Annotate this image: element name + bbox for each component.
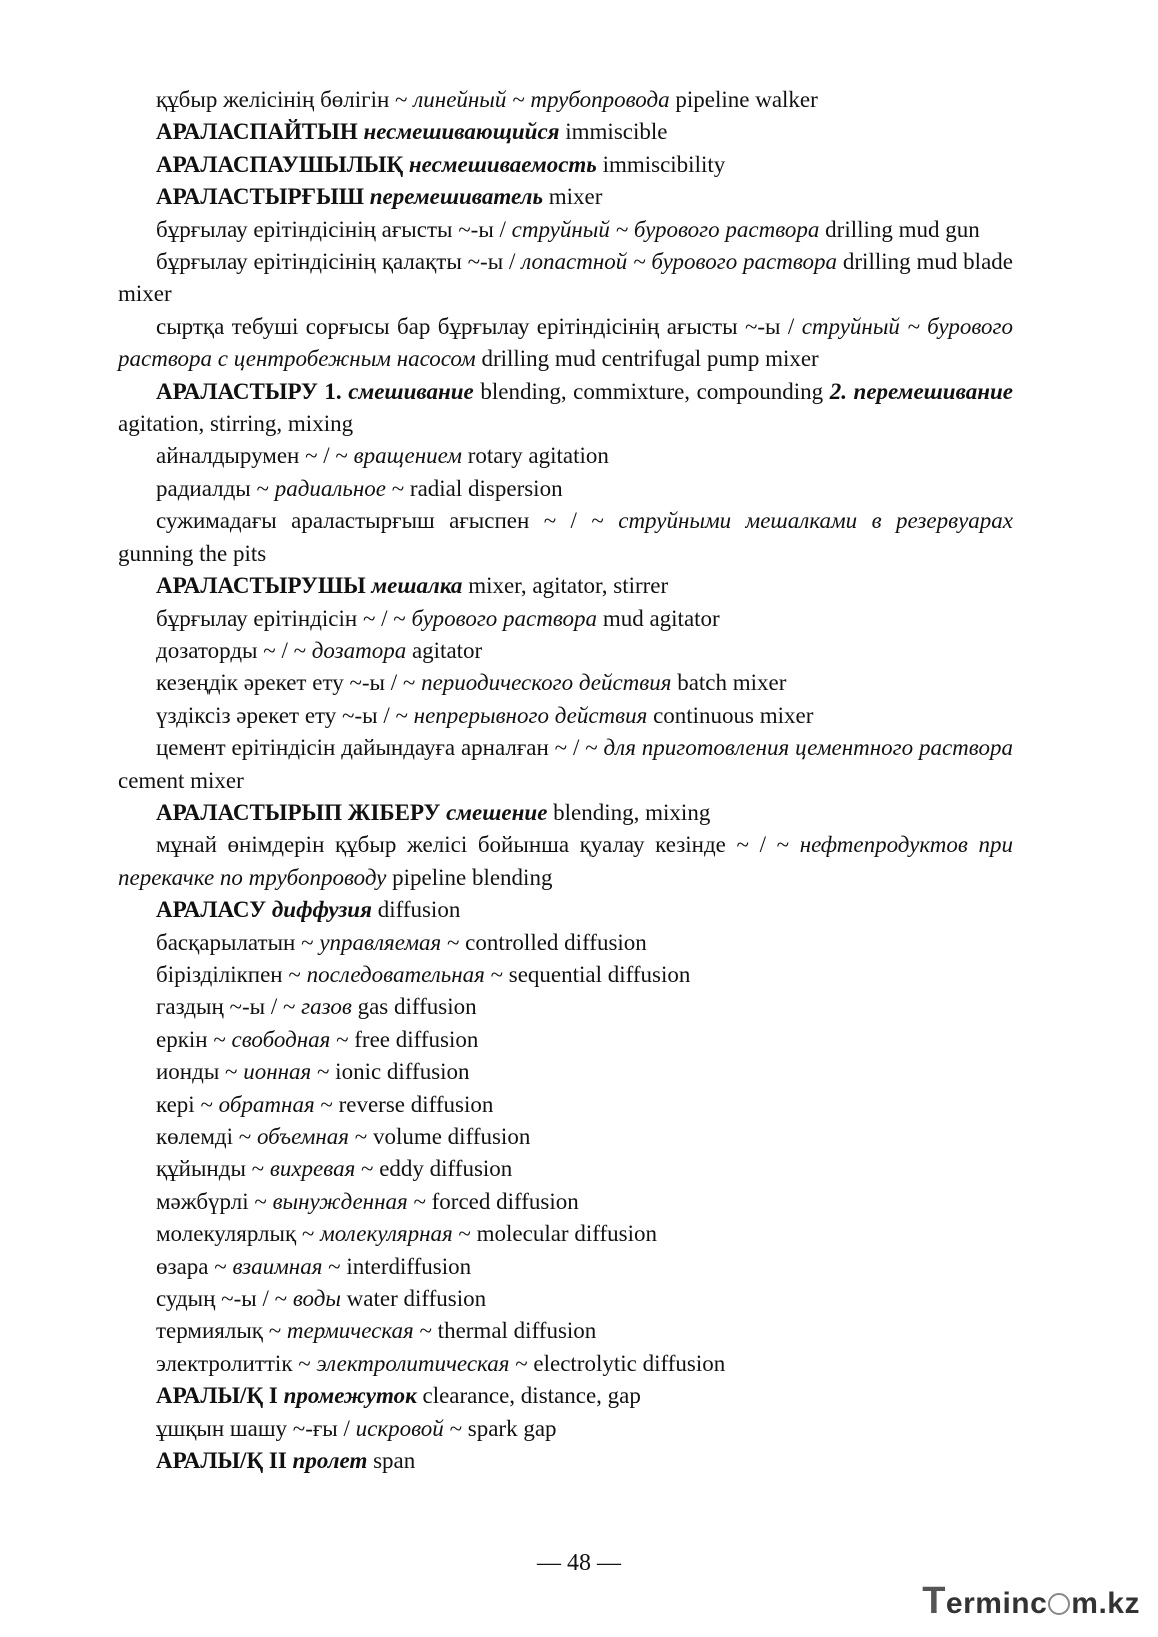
entry-text: drilling mud gun [819, 216, 980, 242]
dictionary-entry [118, 1121, 1013, 1153]
russian-term: линейный ~ трубопровода [413, 87, 670, 112]
entry-text: span [367, 1448, 416, 1474]
dictionary-entry [118, 991, 1013, 1023]
dictionary-entry [118, 116, 1013, 148]
russian-term: искровой [355, 1415, 444, 1441]
dictionary-entry [118, 473, 1013, 505]
entry-text: ~ forced diffusion [407, 1188, 579, 1214]
entry-text: өзара ~ [156, 1253, 233, 1279]
entry-text: ~ eddy diffusion [355, 1156, 513, 1182]
dictionary-entry [118, 1348, 1013, 1380]
watermark-text-part2: m.kz [1071, 1587, 1140, 1620]
entry-text: gas diffusion [351, 994, 477, 1020]
watermark-text-part1: erminc [945, 1587, 1048, 1620]
russian-term: непрерывного действия [413, 702, 648, 728]
entry-text: agitation, stirring, mixing [118, 411, 354, 437]
entry-text: ~ sequential diffusion [484, 961, 691, 987]
entry-text: газдың ~-ы / ~ [156, 994, 302, 1020]
entry-text: clearance, distance, gap [416, 1383, 641, 1409]
russian-term: радиальное [274, 475, 386, 501]
entry-text: pipeline blending [386, 864, 553, 890]
entry-text: ұшқын шашу ~-ғы / [156, 1415, 356, 1441]
headword-translation: смешение [446, 799, 548, 825]
russian-term: молекулярная [320, 1221, 453, 1247]
headword: АРАЛЫ/Қ II [156, 1448, 293, 1474]
entry-text: ~ reverse diffusion [314, 1091, 494, 1117]
russian-term: нефтепродуктов при перекачке по трубопроводу [118, 832, 1013, 890]
entry-text: mixer [542, 184, 603, 210]
entry-text: ионды ~ [156, 1059, 244, 1085]
dictionary-entry [118, 149, 1013, 181]
russian-term: ионная [243, 1059, 312, 1085]
dictionary-entry [118, 214, 1013, 246]
watermark-o-circle-icon [1048, 1593, 1070, 1615]
entry-text: ~ molecular diffusion [452, 1221, 657, 1247]
dictionary-entry [118, 1251, 1013, 1283]
headword-translation: смешивание [348, 378, 474, 404]
entry-text: mud agitator [597, 605, 720, 631]
russian-term: вынужденная [272, 1188, 408, 1214]
entry-text: ~ electrolytic diffusion [509, 1350, 726, 1376]
dictionary-entry [118, 1380, 1013, 1412]
russian-term: электролитическая [316, 1350, 510, 1376]
entry-text: бірізділікпен ~ [156, 961, 307, 987]
entry-text: молекулярлық ~ [156, 1221, 321, 1247]
entry-text: мұнай өнімдерін құбыр желісі бойынша қуалау кезінде ~ / ~ [156, 832, 800, 858]
entry-text: сужимадағы араластырғыш ағыспен ~ / ~ [156, 508, 619, 534]
dictionary-entry [118, 959, 1013, 991]
entry-text: drilling mud blade mixer [118, 249, 1013, 307]
russian-term: лопастной ~ бурового раствора [521, 249, 838, 275]
russian-term: воды [292, 1286, 341, 1312]
dictionary-entry [118, 829, 1013, 894]
entry-text: сыртқа тебуші сорғысы бар бұрғылау ерітіндісінің ағысты ~-ы / [156, 313, 802, 339]
entry-text: blending, commixture, compounding [473, 378, 830, 404]
entry-text: дозаторды ~ / ~ [156, 637, 312, 663]
entry-text: ~ interdiffusion [322, 1253, 472, 1279]
entry-text: радиалды ~ [156, 475, 275, 501]
entry-text: water diffusion [340, 1286, 487, 1312]
headword-translation: 2. перемешивание [829, 378, 1013, 404]
entry-text: бұрғылау ерітіндісін ~ / ~ [156, 605, 412, 631]
entry-text: blending, mixing [547, 799, 711, 825]
entry-text: agitator [406, 637, 483, 663]
entry-text: айналдырумен ~ / ~ [156, 443, 354, 469]
dictionary-entry [118, 246, 1013, 311]
headword: АРАЛАСТЫРУШЫ [156, 573, 372, 599]
headword: АРАЛАСУ [156, 897, 272, 923]
dictionary-entry [118, 376, 1013, 441]
dictionary-entry [118, 1186, 1013, 1218]
entry-text: мәжбүрлі ~ [156, 1188, 273, 1214]
russian-term: управляемая [319, 929, 442, 955]
headword: АРАЛАСТЫРЫП ЖІБЕРУ [156, 799, 447, 825]
entry-text: pipeline walker [669, 87, 818, 112]
russian-term: периодического действия [421, 670, 672, 696]
headword: АРАЛЫ/Қ I [156, 1383, 284, 1409]
entry-text: mixer, agitator, stirrer [462, 573, 669, 599]
dictionary-entry [118, 700, 1013, 732]
entry-text: batch mixer [671, 670, 787, 696]
entry-text: үздіксіз әрекет ету ~-ы / ~ [156, 702, 414, 728]
entry-text: immiscibility [596, 151, 726, 177]
russian-term: вращением [353, 443, 462, 469]
dictionary-entry [118, 894, 1013, 926]
entry-text: термиялық ~ [156, 1318, 287, 1344]
entry-text: көлемді ~ [156, 1124, 257, 1149]
dictionary-entry [118, 1089, 1013, 1121]
dictionary-entry [118, 1315, 1013, 1347]
entry-text: drilling mud centrifugal pump mixer [475, 346, 819, 372]
headword: АРАЛАСТЫРҒЫШ [156, 184, 370, 210]
entry-text: ~ spark gap [443, 1415, 557, 1441]
dictionary-entry [118, 181, 1013, 213]
entry-text: diffusion [371, 897, 461, 923]
dictionary-entry [118, 1056, 1013, 1088]
dictionary-entry [118, 1024, 1013, 1056]
entry-text: еркін ~ [156, 1026, 232, 1052]
dictionary-entry [118, 1283, 1013, 1315]
entry-text: кезеңдік әрекет ету ~-ы / ~ [156, 670, 422, 696]
russian-term: вихревая [269, 1156, 356, 1182]
dictionary-page-body [118, 84, 1013, 1477]
dictionary-entry [118, 505, 1013, 570]
dictionary-entry [118, 667, 1013, 699]
entry-text: бұрғылау ерітіндісінің ағысты ~-ы / [156, 216, 512, 242]
headword-translation: диффузия [271, 897, 372, 923]
dictionary-entry [118, 1153, 1013, 1185]
dictionary-entry [118, 1218, 1013, 1250]
dictionary-entry [118, 635, 1013, 667]
entry-text: басқарылатын ~ [156, 929, 320, 955]
russian-term: струйный ~ бурового раствора с центробежным насосом [118, 313, 1013, 372]
page-number: — 48 — [537, 1550, 621, 1576]
headword-translation: пролет [292, 1448, 368, 1474]
dictionary-entry [118, 603, 1013, 635]
entry-text: құйынды ~ [156, 1156, 270, 1182]
headword-translation: несмешивающийся [363, 119, 560, 145]
entry-text: ~ free diffusion [330, 1026, 479, 1052]
russian-term: для приготовления цементного раствора [603, 735, 1013, 761]
dictionary-entry [118, 570, 1013, 602]
headword-translation: несмешиваемость [408, 151, 597, 177]
dictionary-entry [118, 1445, 1013, 1477]
russian-term: дозатора [311, 637, 407, 663]
headword-translation: перемешиватель [369, 184, 543, 210]
watermark-letter-t: T [922, 1580, 946, 1622]
entry-text: құбыр желісінің бөлігін ~ [156, 87, 414, 112]
russian-term: струйными мешалками в резервуарах [618, 508, 1013, 534]
entry-text: cement mixer [118, 767, 244, 793]
dictionary-entry [118, 440, 1013, 472]
headword: АРАЛАСТЫРУ 1. [156, 378, 349, 404]
entry-text: gunning the pits [118, 540, 267, 566]
russian-term: газов [301, 994, 352, 1020]
russian-term: струйный ~ бурового раствора [511, 216, 820, 242]
entry-text: ~ controlled diffusion [441, 929, 647, 955]
termincom-watermark-logo [922, 1580, 1140, 1623]
russian-term: последовательная [306, 961, 485, 987]
russian-term: бурового раствора [411, 605, 598, 631]
headword: АРАЛАСПАЙТЫН [156, 119, 364, 145]
headword-translation: промежуток [283, 1383, 417, 1409]
dictionary-entry [118, 1413, 1013, 1445]
headword-translation: мешалка [371, 573, 463, 599]
entry-text: rotary agitation [461, 443, 609, 469]
russian-term: объемная [256, 1124, 349, 1149]
russian-term: взаимная [232, 1253, 323, 1279]
entry-text: бұрғылау ерітіндісінің қалақты ~-ы / [156, 249, 522, 275]
entry-text: ~ ionic diffusion [311, 1059, 470, 1085]
entry-text: immiscible [559, 119, 668, 145]
russian-term: обратная [218, 1091, 315, 1117]
entry-text: судың ~-ы / ~ [156, 1286, 293, 1312]
entry-text: ~ thermal diffusion [413, 1318, 597, 1344]
russian-term: свободная [231, 1026, 331, 1052]
dictionary-entry [118, 84, 1013, 116]
russian-term: термическая [286, 1318, 414, 1344]
entry-text: электролиттік ~ [156, 1350, 317, 1376]
entry-text: continuous mixer [647, 702, 814, 728]
entry-text: ~ volume diffusion [349, 1124, 531, 1149]
entry-text: цемент ерітіндісін дайындауға арналған ~ / ~ [156, 735, 604, 761]
dictionary-entry [118, 732, 1013, 797]
dictionary-entry [118, 311, 1013, 376]
dictionary-entry [118, 797, 1013, 829]
headword: АРАЛАСПАУШЫЛЫҚ [156, 151, 409, 177]
dictionary-entry [118, 927, 1013, 959]
entry-text: ~ radial dispersion [385, 475, 563, 501]
entry-text: кері ~ [156, 1091, 219, 1117]
